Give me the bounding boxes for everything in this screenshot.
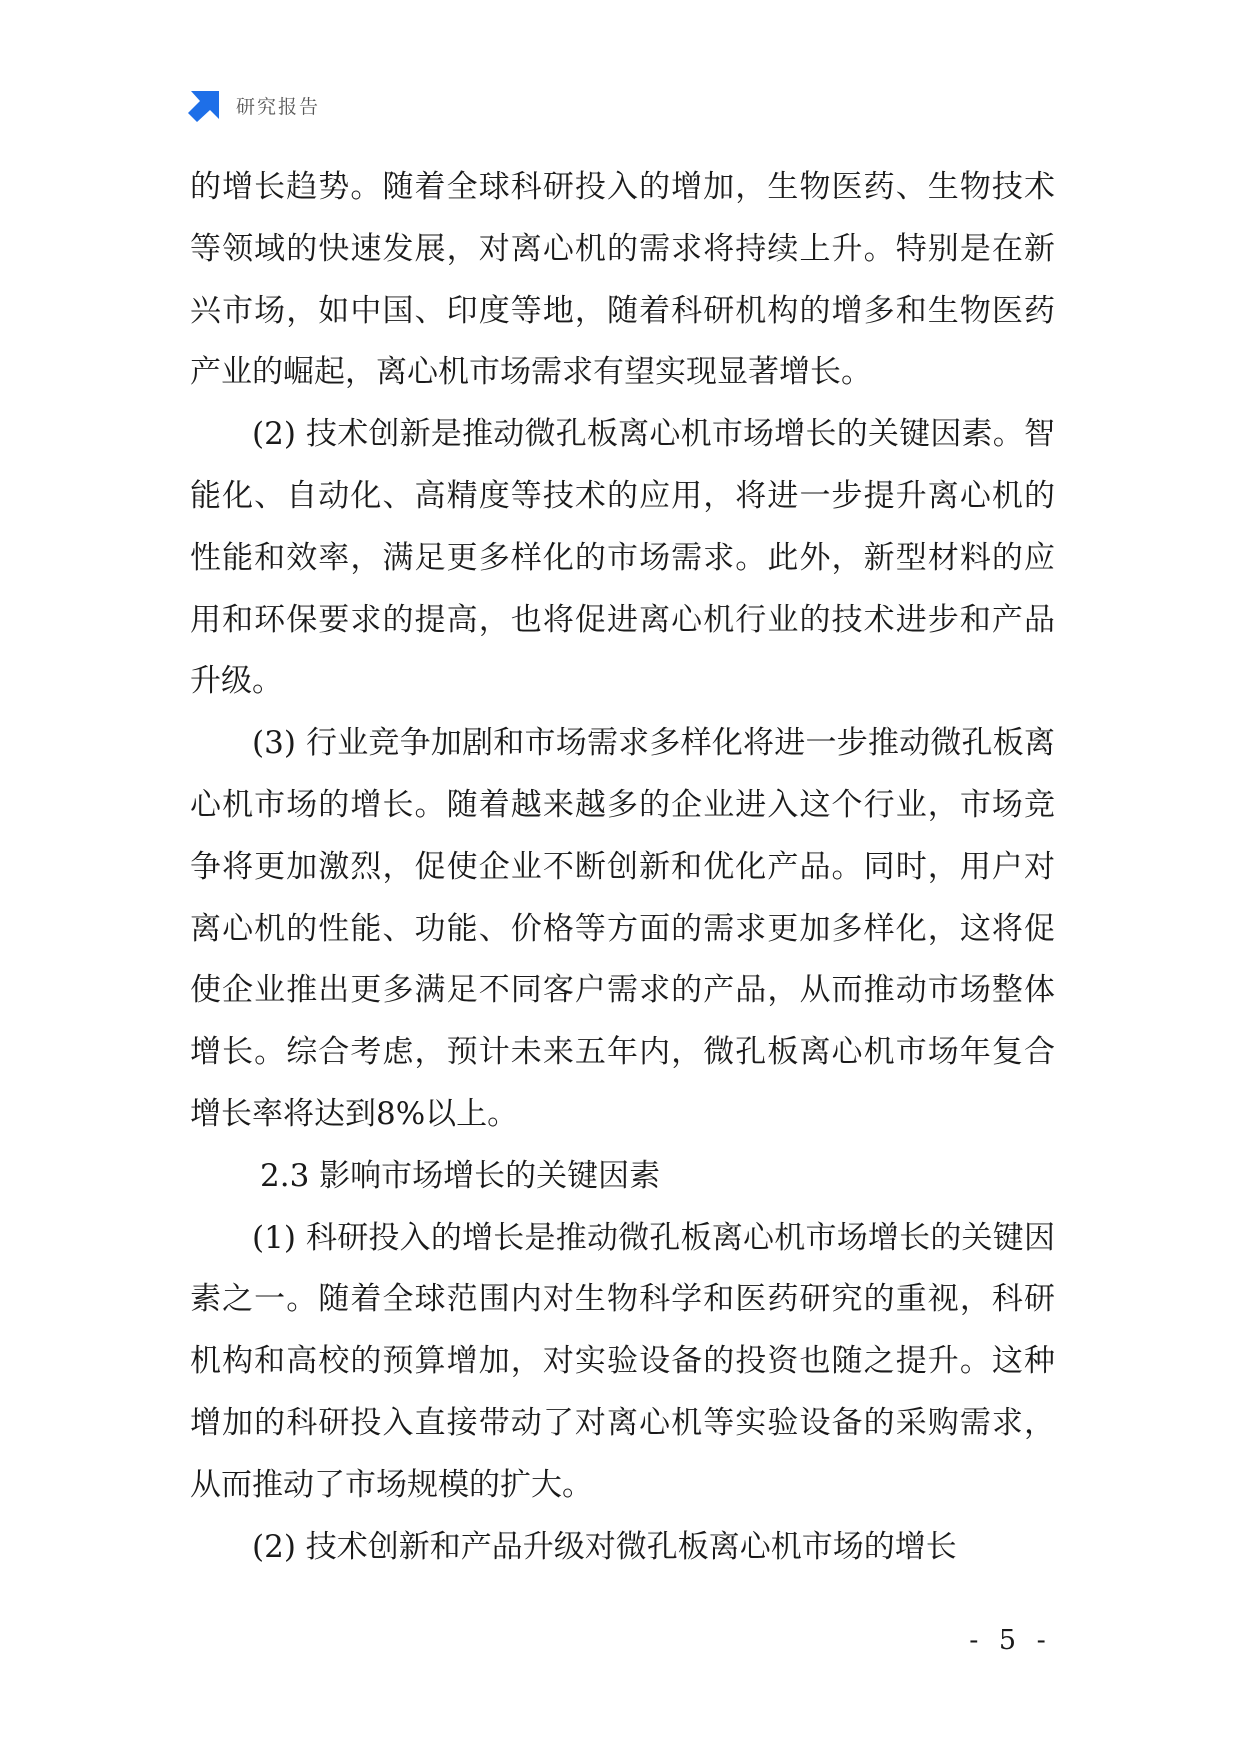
paragraph-continuation: 的增长趋势。随着全球科研投入的增加，生物医药、生物技术等领域的快速发展，对离心机的需求将持续上升。特别是在新兴市场，如中国、印度等地，随着科研机构的增多和生物医药产业的崛起，离心机市场需求有望实现显著增长。 — [190, 169, 1055, 391]
paragraph-technology-innovation: (2) 技术创新是推动微孔板离心机市场增长的关键因素。智能化、自动化、高精度等技术的应用，将进一步提升离心机的性能和效率，满足更多样化的市场需求。此外，新型材料的应用和环保要求的提高，也将促进离心机行业的技术进步和产品升级。 — [190, 416, 1055, 700]
section-heading: 2.3 影响市场增长的关键因素 — [260, 1157, 661, 1194]
arrow-up-right-icon — [188, 88, 222, 122]
page-number: - 5 - — [969, 1625, 1052, 1656]
document-body — [190, 157, 1055, 1578]
page-header — [188, 88, 320, 122]
header-title: 研究报告 — [236, 95, 321, 118]
paragraph-competition: (3) 行业竞争加剧和市场需求多样化将进一步推动微孔板离心机市场的增长。随着越来越多的企业进入这个行业，市场竞争将更加激烈，促使企业不断创新和优化产品。同时，用户对离心机的性能、功能、价格等方面的需求更加多样化，这将促使企业推出更多满足不同客户需求的产品，从而推动市场整体增长。综合考虑，预计未来五年内，微孔板离心机市场年复合增长率将达到8%以上。 — [190, 725, 1055, 1132]
paragraph-research-investment: (1) 科研投入的增长是推动微孔板离心机市场增长的关键因素之一。随着全球范围内对生物科学和医药研究的重视，科研机构和高校的预算增加，对实验设备的投资也随之提升。这种增加的科研投入直接带动了对离心机等实验设备的采购需求，从而推动了市场规模的扩大。 — [190, 1219, 1055, 1503]
paragraph-product-upgrade: (2) 技术创新和产品升级对微孔板离心机市场的增长 — [252, 1528, 957, 1565]
